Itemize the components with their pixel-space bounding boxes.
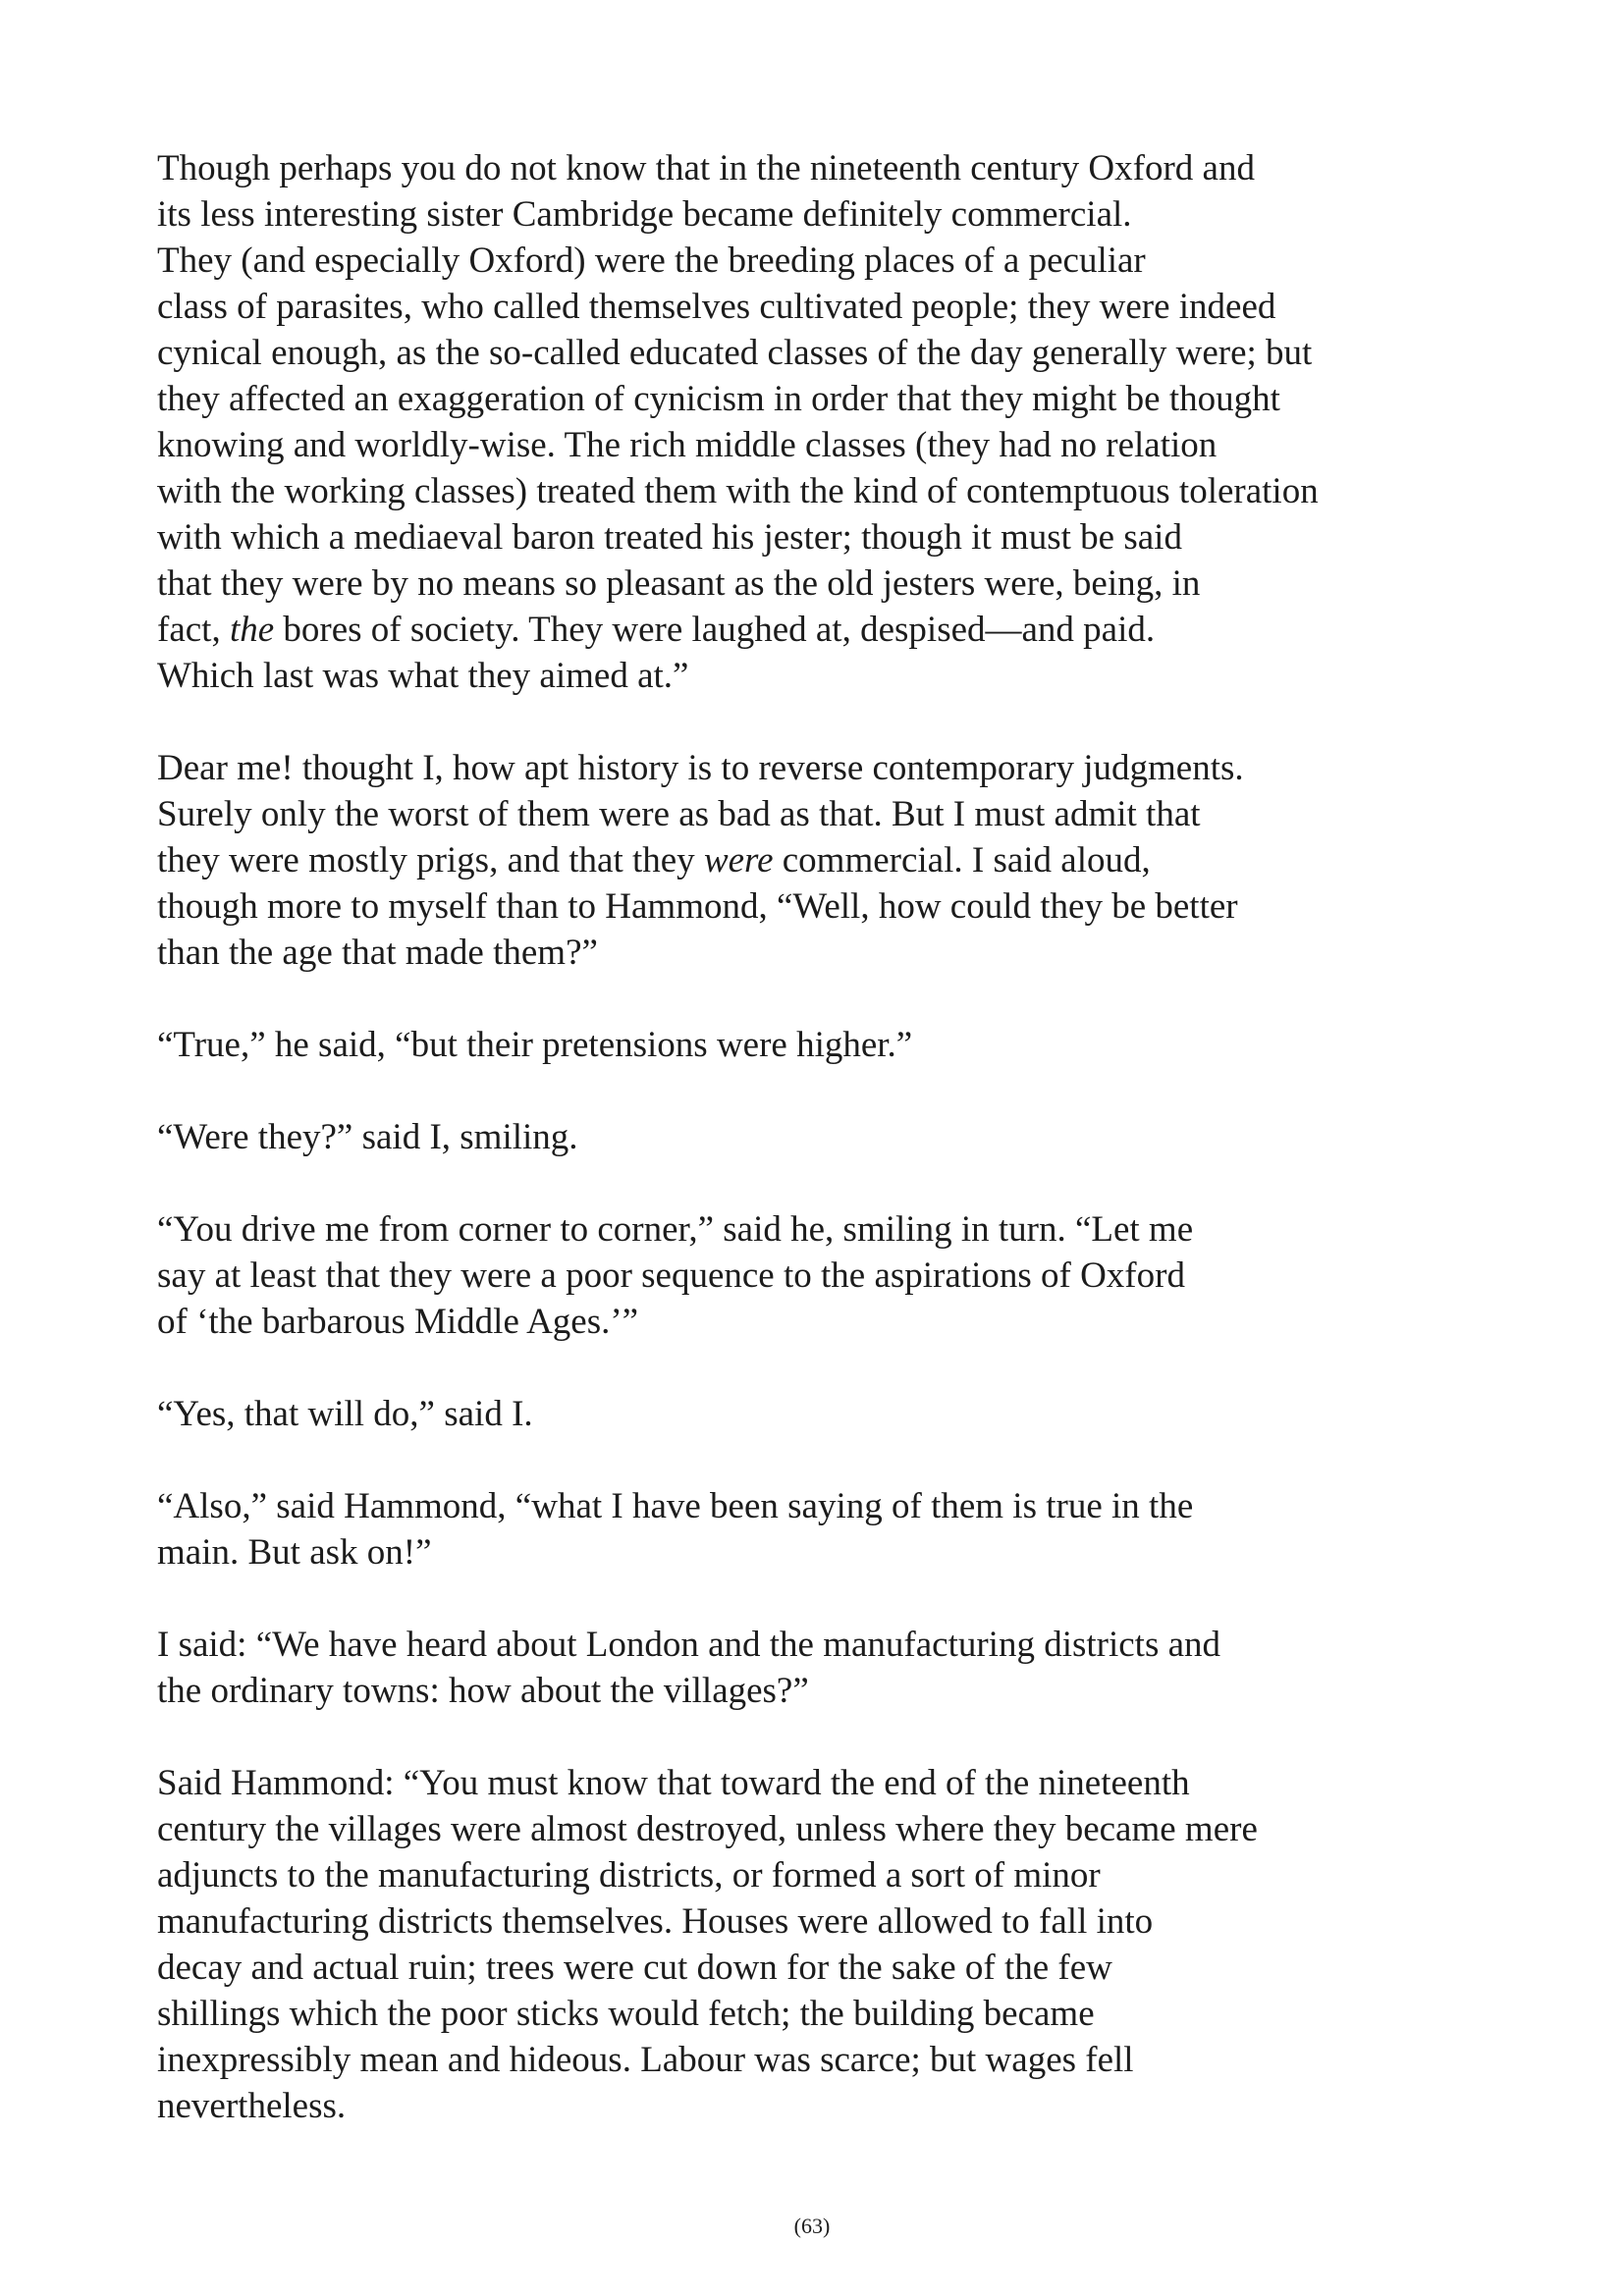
paragraph: [157, 145, 1473, 699]
text-line: main. But ask on!”: [157, 1532, 432, 1573]
text-line: shillings which the poor sticks would fetch; the building became: [157, 1994, 1095, 2034]
paragraph: [157, 1483, 1473, 1575]
text-line: adjuncts to the manufacturing districts, or formed a sort of minor: [157, 1855, 1101, 1896]
text-line: than the age that made them?”: [157, 933, 598, 973]
body-text: [157, 145, 1473, 2175]
text-line: Said Hammond: “You must know that toward the end of the nineteenth: [157, 1763, 1190, 1803]
text-line: with the working classes) treated them with the kind of contemptuous toleration: [157, 471, 1319, 511]
text-run: fact,: [157, 610, 230, 650]
text-line: I said: “We have heard about London and the manufacturing districts and: [157, 1625, 1221, 1665]
text-line: cynical enough, as the so-called educated classes of the day generally were; but: [157, 333, 1313, 373]
text-line: the ordinary towns: how about the villages?”: [157, 1671, 809, 1711]
paragraph: [157, 1391, 1473, 1437]
text-line: that they were by no means so pleasant as the old jesters were, being, in: [157, 563, 1201, 604]
text-line: century the villages were almost destroyed, unless where they became mere: [157, 1809, 1258, 1849]
paragraph: [157, 1022, 1473, 1068]
page-number: (63): [793, 2214, 831, 2238]
text-run: they were mostly prigs, and that they: [157, 840, 704, 881]
text-line: [157, 837, 1473, 883]
text-line: “Yes, that will do,” said I.: [157, 1394, 533, 1434]
paragraph: [157, 1622, 1473, 1714]
paragraph: [157, 1760, 1473, 2129]
text-line: Though perhaps you do not know that in the nineteenth century Oxford and: [157, 148, 1255, 188]
text-line: say at least that they were a poor sequence to the aspirations of Oxford: [157, 1255, 1185, 1296]
text-line: manufacturing districts themselves. Houses were allowed to fall into: [157, 1901, 1154, 1942]
text-line: of ‘the barbarous Middle Ages.’”: [157, 1302, 639, 1342]
paragraph: [157, 745, 1473, 976]
text-line: [157, 607, 1473, 653]
text-line: inexpressibly mean and hideous. Labour was scarce; but wages fell: [157, 2040, 1134, 2080]
paragraph: [157, 1206, 1473, 1345]
text-line: “You drive me from corner to corner,” said he, smiling in turn. “Let me: [157, 1209, 1194, 1250]
text-line: “Also,” said Hammond, “what I have been saying of them is true in the: [157, 1486, 1194, 1526]
text-line: “True,” he said, “but their pretensions were higher.”: [157, 1025, 913, 1065]
text-line: Dear me! thought I, how apt history is to reverse contemporary judgments.: [157, 748, 1244, 788]
paragraph: [157, 1114, 1473, 1160]
text-line: decay and actual ruin; trees were cut down for the sake of the few: [157, 1948, 1112, 1988]
italic-run: the: [229, 610, 275, 650]
text-line: Which last was what they aimed at.”: [157, 656, 689, 696]
text-line: They (and especially Oxford) were the breeding places of a peculiar: [157, 240, 1146, 281]
text-line: knowing and worldly-wise. The rich middle classes (they had no relation: [157, 425, 1218, 465]
text-line: though more to myself than to Hammond, “Well, how could they be better: [157, 886, 1238, 927]
italic-run: were: [703, 840, 774, 881]
text-run: bores of society. They were laughed at, despised—and paid.: [274, 610, 1156, 650]
text-line: with which a mediaeval baron treated his jester; though it must be said: [157, 517, 1182, 558]
text-run: commercial. I said aloud,: [773, 840, 1151, 881]
text-line: its less interesting sister Cambridge became definitely commercial.: [157, 194, 1132, 235]
text-line: Surely only the worst of them were as bad as that. But I must admit that: [157, 794, 1201, 834]
text-line: “Were they?” said I, smiling.: [157, 1117, 578, 1157]
text-line: class of parasites, who called themselves cultivated people; they were indeed: [157, 287, 1276, 327]
text-line: they affected an exaggeration of cynicism in order that they might be thought: [157, 379, 1280, 419]
text-line: nevertheless.: [157, 2086, 347, 2126]
